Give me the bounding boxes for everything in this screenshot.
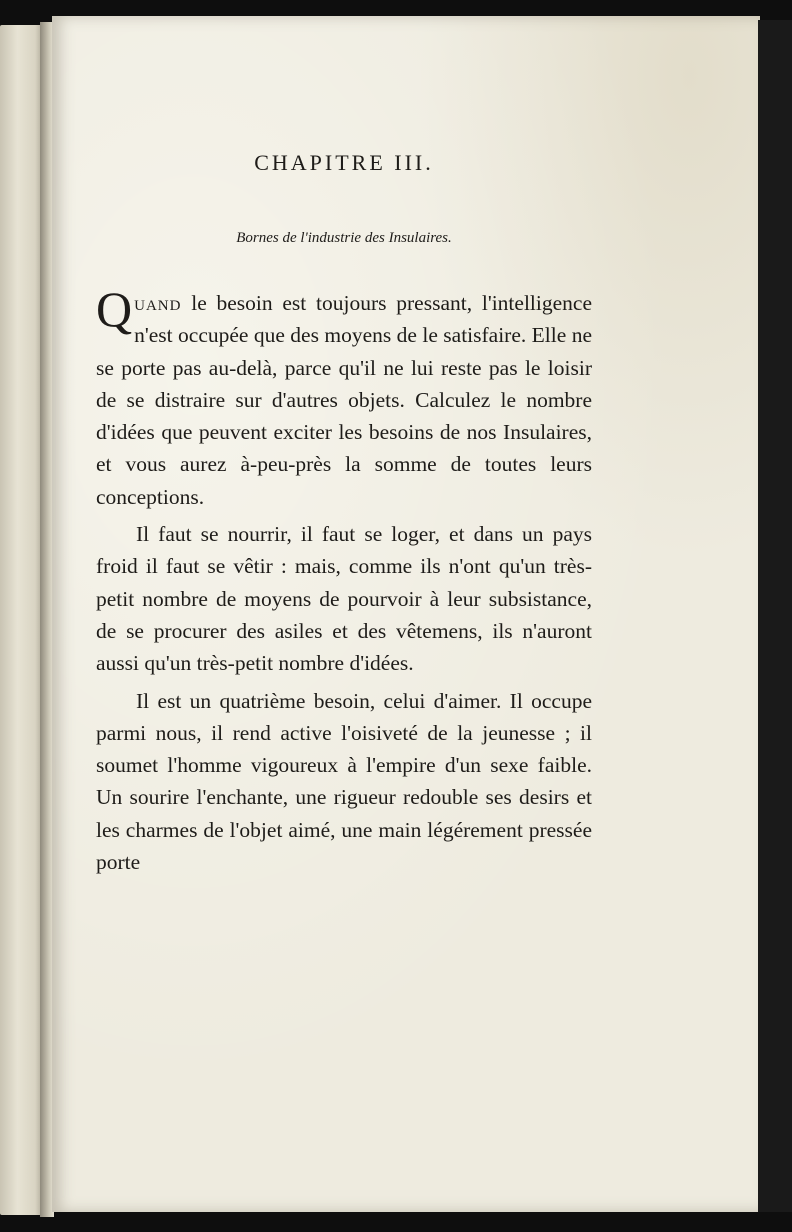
paragraph-1-text: le besoin est toujours pressant, l'intelligence n'est occupée que des moyens de le satisfaire. Elle ne se porte pas au-delà, parce qu'il ne lui reste pas le loisir de se distraire sur d'autres objets. Calculez le nombre d'idées que peuvent exciter les besoins de nos Insulaires, et vous aurez à-peu-près la somme de toutes leurs conceptions.: [96, 291, 592, 509]
paragraph-3: Il est un quatrième besoin, celui d'aimer. Il occupe parmi nous, il rend active l'oisiveté de la jeunesse ; il soumet l'homme vigoureux à l'empire d'un sexe faible. Un sourire l'enchante, une rigueur redouble ses desirs et les charmes de l'objet aimé, une main légérement pressée porte: [96, 688, 592, 875]
page-text-block: [96, 150, 592, 878]
drop-cap-letter: Q: [96, 281, 133, 337]
chapter-title: CHAPITRE III.: [254, 150, 434, 175]
lead-word: uand: [134, 291, 182, 315]
paragraph-2: Il faut se nourrir, il faut se loger, et dans un pays froid il faut se vêtir : mais, comme ils n'ont qu'un très-petit nombre de moyens de pourvoir à leur subsistance, de se procurer des asiles et des vêtemens, ils n'auront aussi qu'un très-petit nombre d'idées.: [96, 522, 592, 676]
right-background-edge: [758, 20, 792, 1212]
chapter-subtitle: Bornes de l'industrie des Insulaires.: [236, 230, 452, 246]
paragraph-1: [96, 281, 592, 513]
left-page-edge: [0, 25, 44, 1215]
